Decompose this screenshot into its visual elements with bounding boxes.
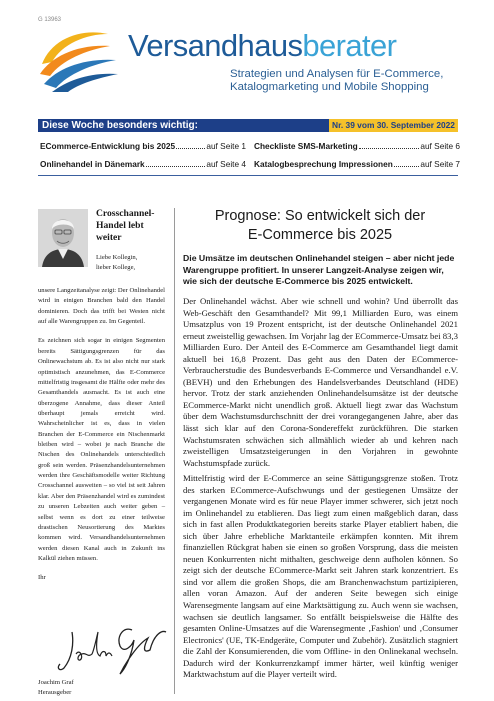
toc-item-page: auf Seite 4	[206, 159, 246, 169]
toc-item-page: auf Seite 6	[420, 141, 460, 151]
toc-leader	[394, 158, 420, 167]
headline-line: E-Commerce bis 2025	[247, 227, 393, 243]
toc-leader	[359, 140, 420, 149]
signer-role: Herausgeber	[38, 689, 72, 697]
highlights-bar	[38, 119, 458, 132]
article-headline	[176, 207, 464, 245]
editorial-greeting	[96, 253, 137, 274]
article-paragraph: Mittelfristig wird der E-Commerce an seine Sättigungsgrenze stoßen. Trotz des starken ECommerce-Aufschwungs und der gestiegenen Umsätze der vergangenen Monate wird es für neue Player immer schwerer, sich jetzt noch im Onlinehandel zu etablieren. Das liegt zum einen maßgeblich daran, dass sich in fast allen Produktkategorien bereits starke Player etabliert haben, die sich über Jahre erhebliche Marktanteile erkämpfen konnten. Mit ihrem finanziellen Rückgrat haben sie einen so großen Vorsprung, dass die meisten neuen Konkurrenten nicht mithalten, geschweige denn aufholen können. So zeigt sich der deutsche ECommerce-Markt seit Jahren stark konzentriert. Es sind vor allem die großen Shops, die am Branchenwachstum partizipieren, allen voran Amazon. Auf der anderen Seite bewegen sich einige Warensegmente langsam auf eine Marktsättigung zu. Auch wenn sie wachsen, wachsen sie deutlich langsamer. So entfällt beispielsweise die Hälfte des gesamten Online-Umsatzes auf die Warensegmente ‚Fashion' und ‚Consumer Electronics' (UE, TK-Endgeräte, Computer und Zubehör). Zusätzlich stagniert die Zahl der Konsumierenden, die vom Offline- in den Onlinekanal wechseln. Dadurch wird der Konkurrenzkampf immer härter, weil künftig weniger Marktwachstum auf die Player verteilt wird.	[183, 473, 458, 680]
tagline-line-2: Katalogmarketing und Mobile Shopping	[230, 81, 429, 94]
toc-item-title: Onlinehandel in Dänemark	[40, 159, 145, 169]
handwritten-signature	[50, 624, 170, 682]
greeting-line: lieber Kollege,	[96, 264, 136, 272]
editorial-body	[38, 286, 165, 593]
toc-item-page: auf Seite 1	[206, 141, 246, 151]
brand-title	[128, 30, 396, 61]
editorial-heading	[96, 208, 166, 244]
greeting-line: Liebe Kollegin,	[96, 254, 138, 261]
editorial-closing: Ihr	[38, 574, 46, 582]
toc-item[interactable]	[254, 158, 460, 170]
column-divider	[174, 208, 175, 694]
toc-item-page: auf Seite 7	[420, 159, 460, 169]
brand-title-part2: berater	[302, 28, 397, 63]
toc-item[interactable]	[40, 140, 246, 152]
toc-leader	[146, 158, 206, 167]
signer-name: Joachim Graf	[38, 679, 74, 686]
brand-title-part1: Versandhaus	[128, 28, 303, 63]
toc-item[interactable]	[40, 158, 246, 170]
article-paragraph: Der Onlinehandel wächst. Aber wie schnell und wohin? Und überrollt das Web-Geschäft den Gesamthandel? Mit 99,1 Milliarden Euro, was einem Umsatzplus von 19 Prozent entspricht, ist der deutsche Onlinehandel 2021 erneut zweistellig gewachsen. Im Vorjahr lag der ECommerce-Umsatz bei 83,3 Milliarden Euro. Der Anteil des E-Commerce am Gesamthandel liegt damit aktuell bei 16,8 Prozent. Das geht aus den Daten der ECommerce-Verbraucherstudie des Bundesverbands E-Commerce und Versandhandel e.V. (BEVH) und den Erhebungen des Handelsverbandes Deutschland (HDE) hervor. Trotz der stark anziehenden Onlinehandelsumsätze ist der deutsche ECommerce-Markt nicht unendlich groß. Aktuell liegt zwar das Wachstum über dem Wachstumsdurchschnitt der drei vorangegangenen Jahre, aber das lässt sich klar auf den Corona-Sondereffekt zurückführen. Die starken Wachstumsraten schwächen sich allmählich wieder ab und kehren nach zweistelligen Umsatzsteigerungen in den Vorjahren in gewohnte Wachstumspfade zurück.	[183, 296, 458, 468]
toc-item-title: Katalogbesprechung Impressionen	[254, 159, 393, 169]
editor-portrait	[38, 209, 88, 267]
editorial-heading-line: Handel lebt	[96, 220, 144, 231]
issue-badge: Nr. 39 vom 30. September 2022	[329, 119, 458, 132]
toc-item-title: ECommerce-Entwicklung bis 2025	[40, 141, 176, 151]
toc-item-title: Checkliste SMS-Marketing	[254, 141, 358, 151]
brand-tagline	[230, 68, 443, 95]
editorial-heading-line: Crosschannel-	[96, 208, 155, 219]
editorial-paragraph: unsere Langzeitanalyse zeigt: Der Onlinehandel wird in einigen Branchen bald den Handel dominieren. Doch das trifft bei Westen nicht auf alle Warengruppen zu. Im Gegenteil.	[38, 287, 165, 326]
toc-item[interactable]	[254, 140, 460, 152]
tagline-line-1: Strategien und Analysen für E-Commerce,	[230, 68, 444, 80]
editorial-paragraph: Es zeichnen sich sogar in einigen Segmenten bereits Sättigungsgrenzen für das Onlinewachstum ab. Es ist also nicht nur stark optimistisch anzunehmen, das E-Commerce mittelfristig insgesamt die Hälfte oder mehr des Gesamthandels ausmacht. Es ist auch eine überzogene Annahme, dass dieser Anteil überhaupt jemals erreicht wird. Wahrscheinlicher ist es, dass in vielen Branchen der E-Commerce ein Nischenmarkt bleiben wird – wobei je nach Branche die Nischen des Onlinehandels unterschiedlich groß sein werden. Präsenzhandelsunternehmen werden ihre Geschäftsmodelle weiter Richtung Crosschannel ausweiten – so viel ist seit Jahren klar. Aber den Präsenzhandel wird es zumindest zu unseren Lebzeiten auch weiter geben – selbst wenn es dort zu einer teilweise drastischen Neusortierung des Marktes kommen wird. Versandhandelsunternehmen werden diesen Kanal auch in Zukunft ins Kalkül ziehen müssen.	[38, 337, 165, 562]
header-divider	[38, 175, 458, 176]
brand-logo-icon	[38, 26, 122, 94]
highlights-title: Diese Woche besonders wichtig:	[42, 120, 198, 131]
toc-leader	[176, 140, 205, 149]
article-lead: Die Umsätze im deutschen Onlinehandel steigen – aber nicht jede Warengruppe profitiert. In unserer Langzeit-Analyse zeigen wir, wie sich der deutsche E-Commerce bis 2025 entwickelt.	[183, 253, 455, 286]
editorial-signer	[38, 678, 74, 699]
editorial-heading-line: weiter	[96, 232, 122, 243]
headline-line: Prognose: So entwickelt sich der	[214, 208, 426, 224]
publication-code: G 13963	[38, 17, 62, 23]
